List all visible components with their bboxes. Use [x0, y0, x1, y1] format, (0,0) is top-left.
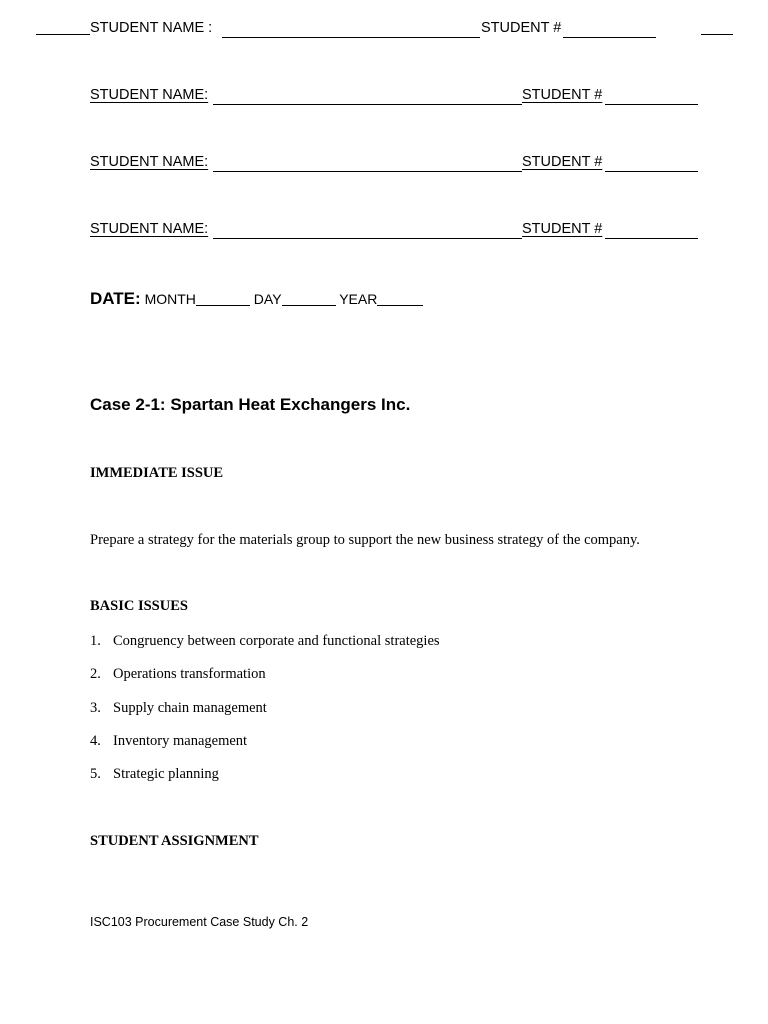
list-item — [90, 665, 440, 698]
student-name-field[interactable] — [213, 171, 522, 172]
list-item-text: Supply chain management — [113, 699, 267, 716]
date-row — [90, 289, 423, 309]
immediate-issue-heading: IMMEDIATE ISSUE — [90, 465, 224, 481]
list-item-number: 5. — [90, 766, 101, 783]
list-item-text: Inventory management — [113, 732, 248, 749]
list-item — [90, 699, 440, 732]
day-label: DAY — [253, 291, 282, 307]
student-name-label: STUDENT NAME: — [90, 87, 209, 103]
year-label: YEAR — [339, 291, 378, 307]
student-row-3 — [90, 153, 698, 173]
month-field[interactable] — [196, 305, 250, 306]
list-item-number: 2. — [90, 666, 101, 683]
student-number-field[interactable] — [563, 37, 656, 38]
student-number-field[interactable] — [605, 104, 698, 105]
student-number-field[interactable] — [605, 238, 698, 239]
student-number-label: STUDENT # — [481, 20, 562, 36]
list-item-number: 3. — [90, 699, 101, 716]
student-number-label: STUDENT # — [522, 154, 603, 170]
student-number-field[interactable] — [605, 171, 698, 172]
top-leader-left — [36, 34, 90, 35]
list-item-number: 4. — [90, 732, 101, 749]
top-leader-right — [701, 34, 733, 35]
year-field[interactable] — [377, 305, 423, 306]
student-name-label: STUDENT NAME: — [90, 221, 209, 237]
student-assignment-heading: STUDENT ASSIGNMENT — [90, 833, 259, 849]
list-item-text: Strategic planning — [113, 766, 219, 783]
student-name-field[interactable] — [213, 104, 522, 105]
list-item — [90, 765, 440, 798]
student-number-label: STUDENT # — [522, 87, 603, 103]
list-item-text: Congruency between corporate and functional strategies — [113, 633, 440, 649]
student-row-1 — [90, 19, 698, 39]
student-number-label: STUDENT # — [522, 221, 603, 237]
month-label: MONTH — [144, 291, 196, 307]
day-field[interactable] — [282, 305, 336, 306]
student-row-4 — [90, 220, 698, 240]
basic-issues-list — [90, 632, 440, 798]
immediate-issue-text: Prepare a strategy for the materials group to support the new business strategy of the company. — [90, 532, 640, 548]
list-item-number: 1. — [90, 633, 101, 649]
list-item — [90, 632, 440, 665]
date-label: DATE: — [90, 289, 141, 308]
case-title: Case 2-1: Spartan Heat Exchangers Inc. — [90, 395, 411, 414]
student-name-field[interactable] — [222, 37, 480, 38]
student-row-2 — [90, 86, 698, 106]
list-item — [90, 732, 440, 765]
basic-issues-heading: BASIC ISSUES — [90, 598, 188, 614]
student-name-label: STUDENT NAME : — [90, 20, 213, 36]
student-name-label: STUDENT NAME: — [90, 154, 209, 170]
page-footer: ISC103 Procurement Case Study Ch. 2 — [90, 915, 309, 929]
student-name-field[interactable] — [213, 238, 522, 239]
list-item-text: Operations transformation — [113, 666, 266, 683]
